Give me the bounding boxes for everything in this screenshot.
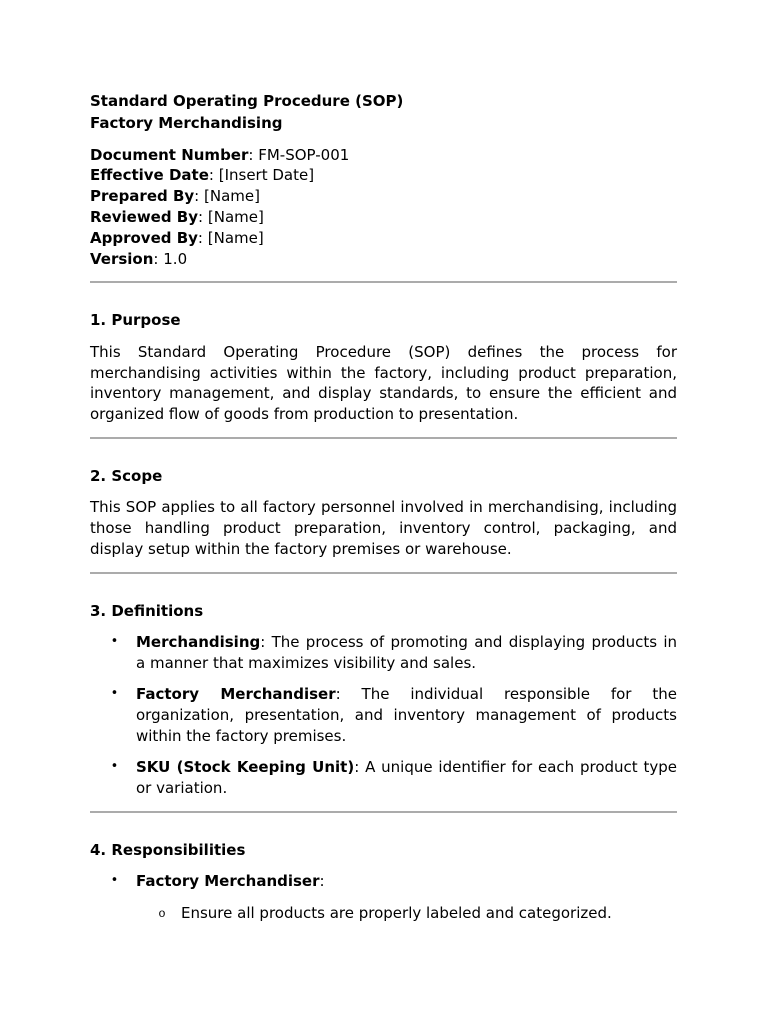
metadata-row-approved-by xyxy=(90,228,677,249)
definition-line xyxy=(136,684,677,705)
paragraph-line: This SOP applies to all factory personnel involved in merchandising, including xyxy=(90,498,677,517)
metadata-value: FM-SOP-001 xyxy=(258,145,350,164)
metadata-value: [Name] xyxy=(207,207,264,226)
definition-text: A unique identifier for each product type xyxy=(365,758,677,777)
label-separator: : xyxy=(153,249,159,268)
responsibility-role xyxy=(136,871,677,892)
metadata-value: [Name] xyxy=(204,187,260,206)
paragraph-line: This Standard Operating Procedure (SOP) defines the process for xyxy=(90,342,677,361)
responsibility-role-item xyxy=(90,871,677,892)
definition-line: within the factory premises. xyxy=(136,726,347,745)
definition-item-sku xyxy=(90,757,677,799)
metadata-value: 1.0 xyxy=(163,249,188,268)
metadata-row-version xyxy=(90,249,677,270)
definition-line xyxy=(136,757,677,778)
section-divider xyxy=(90,281,677,283)
term-separator: : xyxy=(335,685,341,704)
metadata-row-effective-date xyxy=(90,165,677,186)
sub-bullet-marker: o xyxy=(158,906,166,921)
definition-item-merchandising xyxy=(90,632,677,674)
metadata-label: Reviewed By xyxy=(90,207,199,226)
label-separator: : xyxy=(198,207,204,226)
scope-paragraph xyxy=(90,497,677,559)
bullet-marker: • xyxy=(110,634,119,650)
bullet-marker: • xyxy=(110,873,119,889)
term-separator: : xyxy=(354,758,360,777)
paragraph-line: inventory management, and display standards, to ensure the efficient and xyxy=(90,384,677,403)
section-divider xyxy=(90,811,677,813)
section-heading-responsibilities: 4. Responsibilities xyxy=(90,840,246,859)
section-heading-scope: 2. Scope xyxy=(90,466,163,485)
metadata-row-document-number xyxy=(90,145,677,166)
section-heading-definitions: 3. Definitions xyxy=(90,601,204,620)
definition-line: or variation. xyxy=(136,779,228,798)
purpose-paragraph xyxy=(90,342,677,425)
term-separator: : xyxy=(319,872,325,891)
label-separator: : xyxy=(197,228,203,247)
metadata-value: [Name] xyxy=(207,228,264,247)
section-divider xyxy=(90,437,677,439)
metadata-label: Prepared By xyxy=(90,187,195,206)
section-divider xyxy=(90,572,677,574)
paragraph-line: organized flow of goods from production to presentation. xyxy=(90,405,519,424)
metadata-label: Effective Date xyxy=(90,166,209,185)
term-separator: : xyxy=(260,633,266,652)
label-separator: : xyxy=(248,145,254,164)
metadata-label: Document Number xyxy=(90,145,249,164)
role-term: Factory Merchandiser xyxy=(136,872,320,891)
definition-line xyxy=(136,632,677,653)
definition-line: organization, presentation, and inventory management of products xyxy=(136,706,677,725)
metadata-row-reviewed-by xyxy=(90,207,677,228)
definition-term: Factory Merchandiser xyxy=(136,685,336,704)
definition-line: a manner that maximizes visibility and sales. xyxy=(136,653,477,672)
label-separator: : xyxy=(208,166,214,185)
document-metadata xyxy=(90,145,677,270)
definition-text: The individual responsible for the xyxy=(361,685,677,704)
bullet-marker: • xyxy=(110,759,119,775)
document-subtitle: Factory Merchandising xyxy=(90,114,283,132)
responsibility-task-item xyxy=(90,903,677,924)
paragraph-line: those handling product preparation, inventory control, packaging, and xyxy=(90,519,677,538)
section-heading-purpose: 1. Purpose xyxy=(90,311,181,330)
definition-text: The process of promoting and displaying products in xyxy=(271,633,677,652)
definition-term: Merchandising xyxy=(136,633,261,652)
document-title: Standard Operating Procedure (SOP) xyxy=(90,92,404,110)
paragraph-line: display setup within the factory premises or warehouse. xyxy=(90,539,512,558)
bullet-marker: • xyxy=(110,686,119,702)
metadata-value: [Insert Date] xyxy=(218,166,315,185)
definition-item-factory-merchandiser xyxy=(90,684,677,746)
document-body xyxy=(90,90,677,923)
metadata-label: Approved By xyxy=(90,228,198,247)
responsibility-task: Ensure all products are properly labeled and categorized. xyxy=(181,903,612,922)
metadata-row-prepared-by xyxy=(90,186,677,207)
definition-term: SKU (Stock Keeping Unit) xyxy=(136,758,355,777)
paragraph-line: merchandising activities within the factory, including product preparation, xyxy=(90,363,677,382)
label-separator: : xyxy=(194,187,200,206)
metadata-label: Version xyxy=(90,249,154,268)
